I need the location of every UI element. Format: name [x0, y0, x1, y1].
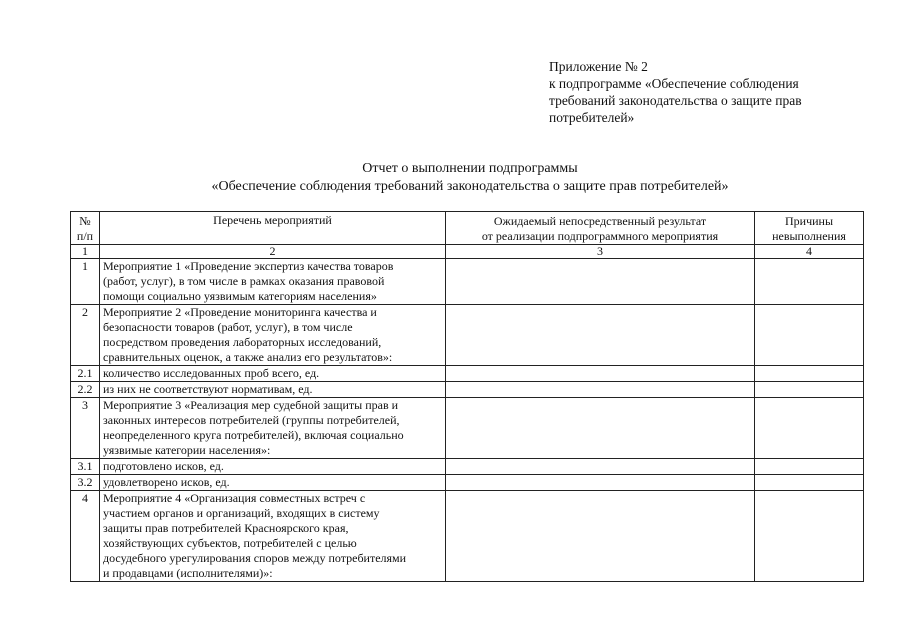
- appendix-caption: [549, 58, 869, 126]
- header-expected-result: Ожидаемый непосредственный результат от реализации подпрограммного мероприятия: [446, 212, 755, 245]
- activity-line: законных интересов потребителей (группы потребителей,: [103, 413, 400, 427]
- header-reasons: Причины невыполнения: [755, 212, 864, 245]
- activity-line: участием органов и организаций, входящих в систему: [103, 506, 380, 520]
- activity-description: [100, 259, 446, 305]
- activity-line: подготовлено исков, ед.: [103, 459, 224, 473]
- appendix-line: Приложение № 2: [549, 59, 648, 74]
- activity-line: неопределенного круга потребителей), включая социально: [103, 428, 404, 442]
- activity-line: из них не соответствуют нормативам, ед.: [103, 382, 313, 396]
- activity-line: и продавцами (исполнителями)»:: [103, 566, 273, 580]
- row-number: 4: [71, 491, 100, 582]
- activity-description: [100, 491, 446, 582]
- activity-line: Мероприятие 1 «Проведение экспертиз качества товаров: [103, 259, 394, 273]
- report-title: [150, 160, 790, 196]
- activity-line: Мероприятие 4 «Организация совместных встреч с: [103, 491, 366, 505]
- table-row: [71, 382, 864, 398]
- activity-line: удовлетворено исков, ед.: [103, 475, 230, 489]
- reasons-cell: [755, 475, 864, 491]
- row-number: 3: [71, 398, 100, 459]
- activity-line: досудебного урегулирования споров между потребителями: [103, 551, 407, 565]
- header-activities: Перечень мероприятий: [100, 212, 446, 245]
- activity-description: [100, 366, 446, 382]
- expected-result-cell: [446, 459, 755, 475]
- appendix-line: требований законодательства о защите прав: [549, 93, 802, 108]
- header-num: № п/п: [71, 212, 100, 245]
- expected-result-cell: [446, 259, 755, 305]
- table-row: [71, 475, 864, 491]
- table-row: [71, 259, 864, 305]
- row-number: 3.2: [71, 475, 100, 491]
- expected-result-cell: [446, 475, 755, 491]
- table-row: [71, 491, 864, 582]
- activity-line: помощи социально уязвимым категориям населения»: [103, 289, 377, 303]
- header-row: [71, 212, 864, 245]
- activity-line: (работ, услуг), в том числе в рамках оказания правовой: [103, 274, 385, 288]
- reasons-cell: [755, 305, 864, 366]
- column-index-row: [71, 245, 864, 259]
- reasons-cell: [755, 259, 864, 305]
- appendix-line: потребителей»: [549, 110, 635, 125]
- column-index: 3: [446, 245, 755, 259]
- expected-result-cell: [446, 491, 755, 582]
- column-index: 4: [755, 245, 864, 259]
- activity-line: хозяйствующих субъектов, потребителей с целью: [103, 536, 357, 550]
- report-title-line1: Отчет о выполнении подпрограммы: [362, 161, 578, 176]
- activity-line: Мероприятие 2 «Проведение мониторинга качества и: [103, 305, 377, 319]
- reasons-cell: [755, 366, 864, 382]
- expected-result-cell: [446, 398, 755, 459]
- activity-line: Мероприятие 3 «Реализация мер судебной защиты прав и: [103, 398, 399, 412]
- table-row: [71, 305, 864, 366]
- row-number: 2.1: [71, 366, 100, 382]
- activity-description: [100, 475, 446, 491]
- report-title-line2: «Обеспечение соблюдения требований законодательства о защите прав потребителей»: [211, 179, 729, 194]
- expected-result-cell: [446, 305, 755, 366]
- row-number: 2: [71, 305, 100, 366]
- reasons-cell: [755, 382, 864, 398]
- row-number: 3.1: [71, 459, 100, 475]
- activity-line: сравнительных оценок, а также анализ его результатов»:: [103, 350, 393, 364]
- row-number: 1: [71, 259, 100, 305]
- reasons-cell: [755, 459, 864, 475]
- activity-line: посредством проведения лабораторных исследований,: [103, 335, 382, 349]
- reasons-cell: [755, 491, 864, 582]
- activity-description: [100, 305, 446, 366]
- activity-line: защиты прав потребителей Красноярского края,: [103, 521, 349, 535]
- activity-description: [100, 459, 446, 475]
- activity-line: безопасности товаров (работ, услуг), в том числе: [103, 320, 353, 334]
- report-table: [70, 211, 864, 582]
- table-row: [71, 459, 864, 475]
- appendix-line: к подпрограмме «Обеспечение соблюдения: [549, 76, 799, 91]
- expected-result-cell: [446, 382, 755, 398]
- table-row: [71, 398, 864, 459]
- activity-description: [100, 398, 446, 459]
- expected-result-cell: [446, 366, 755, 382]
- row-number: 2.2: [71, 382, 100, 398]
- reasons-cell: [755, 398, 864, 459]
- column-index: 1: [71, 245, 100, 259]
- column-index: 2: [100, 245, 446, 259]
- table-row: [71, 366, 864, 382]
- activity-line: количество исследованных проб всего, ед.: [103, 366, 320, 380]
- activity-line: уязвимые категории населения»:: [103, 443, 271, 457]
- activity-description: [100, 382, 446, 398]
